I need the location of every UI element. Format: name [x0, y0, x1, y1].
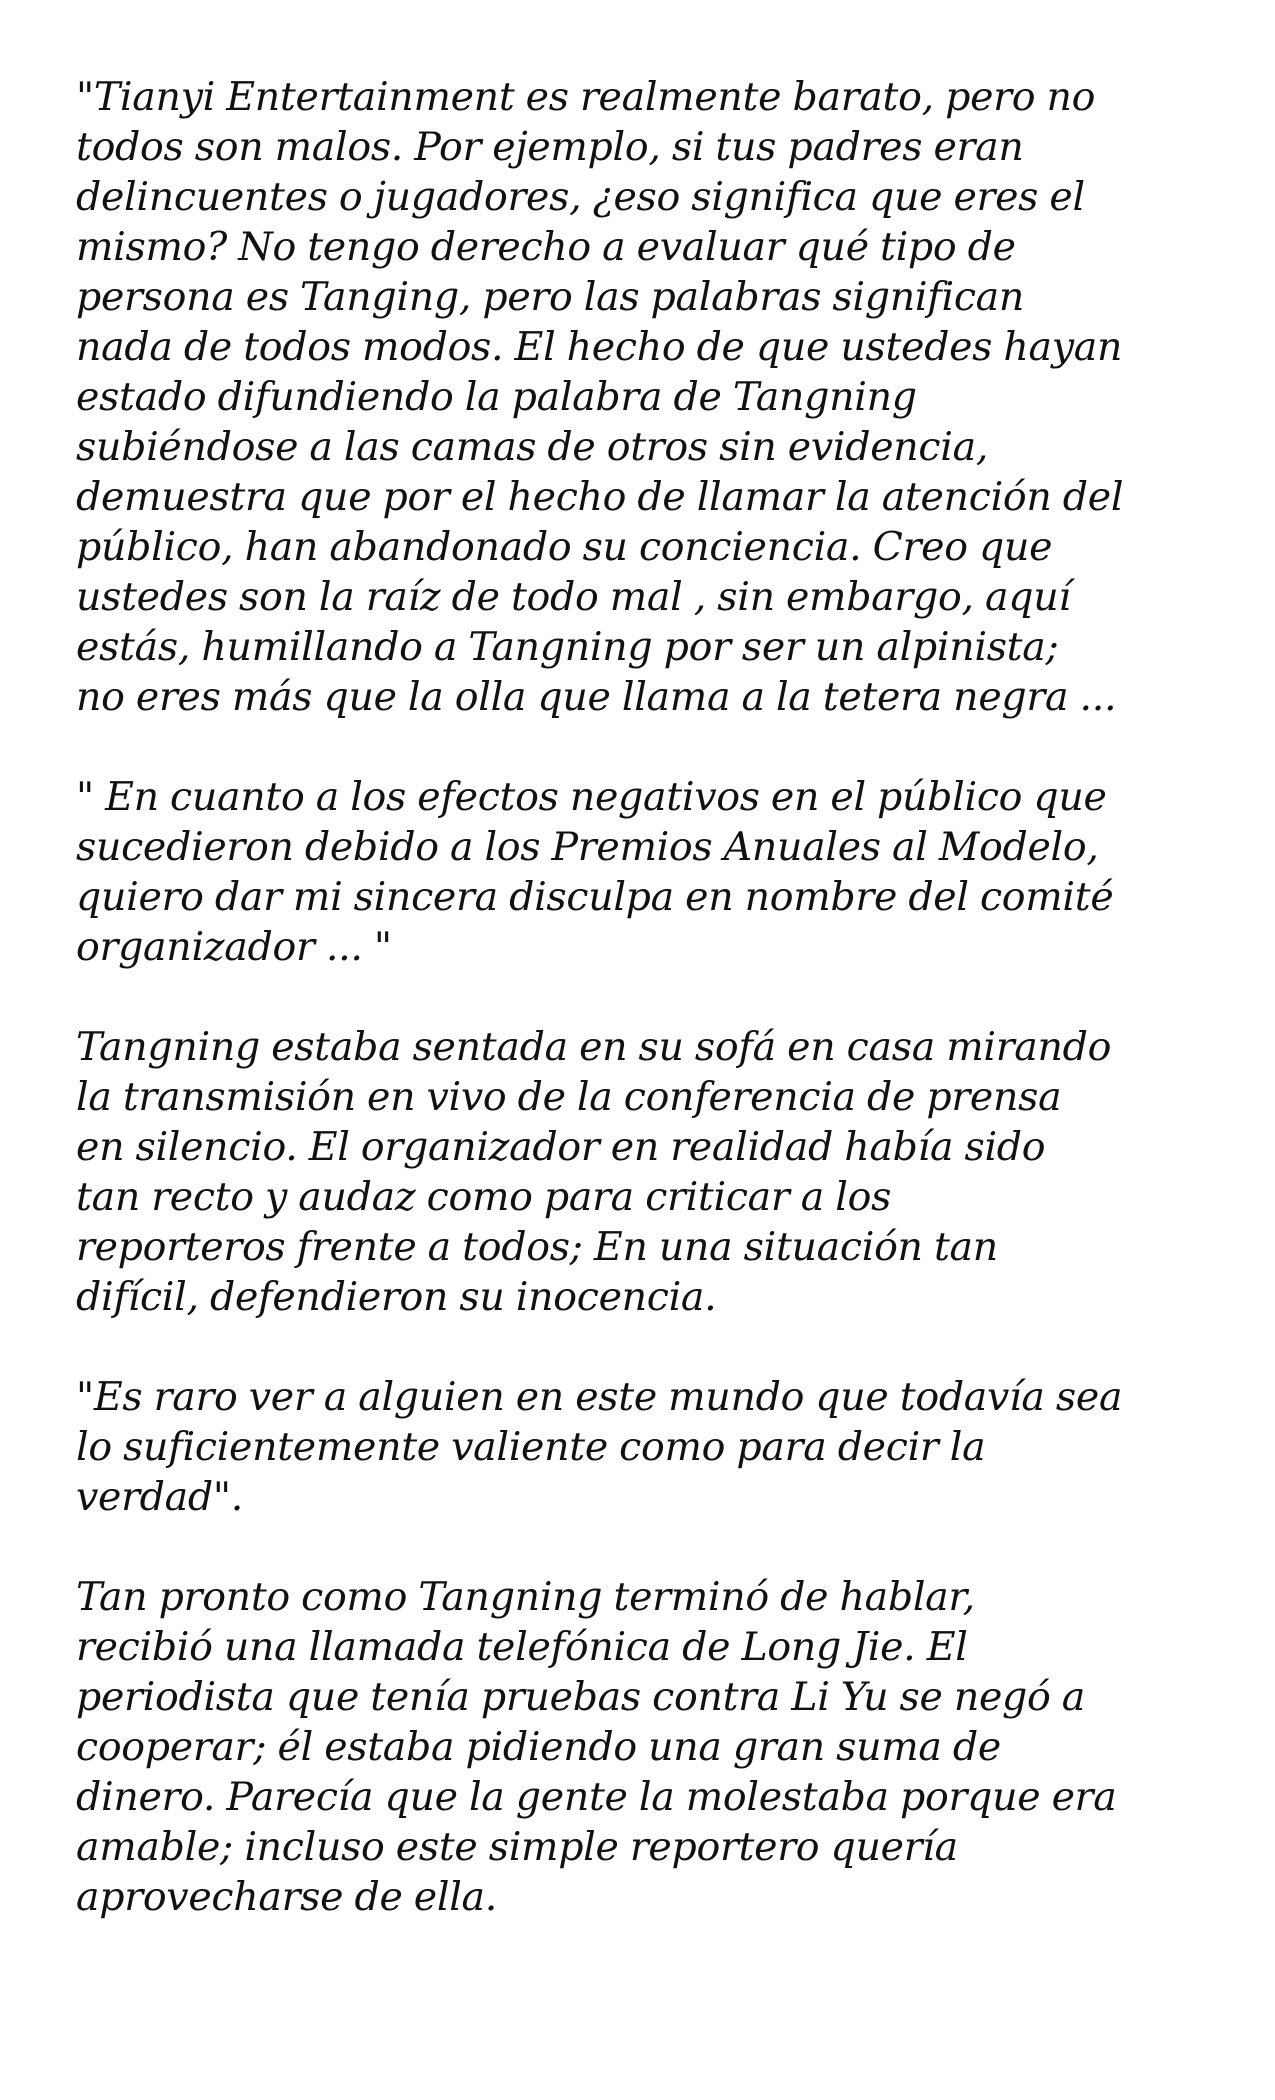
text-line: recibió una llamada telefónica de Long Jie. El	[76, 1624, 968, 1670]
text-line: sucedieron debido a los Premios Anuales al Modelo,	[76, 824, 1099, 870]
text-line: la transmisión en vivo de la conferencia de prensa	[76, 1074, 1062, 1120]
paragraph-5	[76, 1572, 1216, 1922]
text-line: organizador ... "	[76, 924, 392, 970]
text-line: todos son malos. Por ejemplo, si tus padres eran	[76, 124, 1024, 170]
text-line: lo suficientemente valiente como para decir la	[76, 1424, 986, 1470]
text-line: amable; incluso este simple reportero quería	[76, 1824, 958, 1870]
text-line: ustedes son la raíz de todo mal , sin embargo, aquí	[76, 574, 1071, 620]
text-line: no eres más que la olla que llama a la tetera negra ...	[76, 674, 1117, 720]
text-line: quiero dar mi sincera disculpa en nombre del comité	[76, 874, 1114, 920]
text-line: demuestra que por el hecho de llamar la atención del	[76, 474, 1124, 520]
text-line: Tangning estaba sentada en su sofá en casa mirando	[76, 1024, 1112, 1070]
text-line: en silencio. El organizador en realidad había sido	[76, 1124, 1046, 1170]
text-line: verdad".	[76, 1474, 244, 1520]
paragraph-1	[76, 72, 1216, 722]
text-line: dinero. Parecía que la gente la molestaba porque era	[76, 1774, 1117, 1820]
text-line: público, han abandonado su conciencia. Creo que	[76, 524, 1053, 570]
paragraph-3	[76, 1022, 1216, 1322]
text-line: tan recto y audaz como para criticar a los	[76, 1174, 892, 1220]
text-line: estás, humillando a Tangning por ser un alpinista;	[76, 624, 1059, 670]
text-line: subiéndose a las camas de otros sin evidencia,	[76, 424, 989, 470]
text-line: aprovecharse de ella.	[76, 1874, 498, 1920]
text-line: cooperar; él estaba pidiendo una gran suma de	[76, 1724, 1001, 1770]
text-line: " En cuanto a los efectos negativos en el público que	[76, 774, 1107, 820]
text-line: "Tianyi Entertainment es realmente barato, pero no	[76, 74, 1096, 120]
text-line: delincuentes o jugadores, ¿eso significa que eres el	[76, 174, 1085, 220]
text-line: reporteros frente a todos; En una situación tan	[76, 1224, 998, 1270]
text-line: mismo? No tengo derecho a evaluar qué tipo de	[76, 224, 1016, 270]
paragraph-2	[76, 772, 1216, 972]
text-line: "Es raro ver a alguien en este mundo que todavía sea	[76, 1374, 1123, 1420]
text-line: nada de todos modos. El hecho de que ustedes hayan	[76, 324, 1123, 370]
document-page	[76, 72, 1216, 1972]
text-line: persona es Tanging, pero las palabras significan	[76, 274, 1025, 320]
text-line: periodista que tenía pruebas contra Li Yu se negó a	[76, 1674, 1086, 1720]
text-line: difícil, defendieron su inocencia.	[76, 1274, 717, 1320]
paragraph-4	[76, 1372, 1216, 1522]
text-line: estado difundiendo la palabra de Tangning	[76, 374, 917, 420]
text-line: Tan pronto como Tangning terminó de hablar,	[76, 1574, 975, 1620]
